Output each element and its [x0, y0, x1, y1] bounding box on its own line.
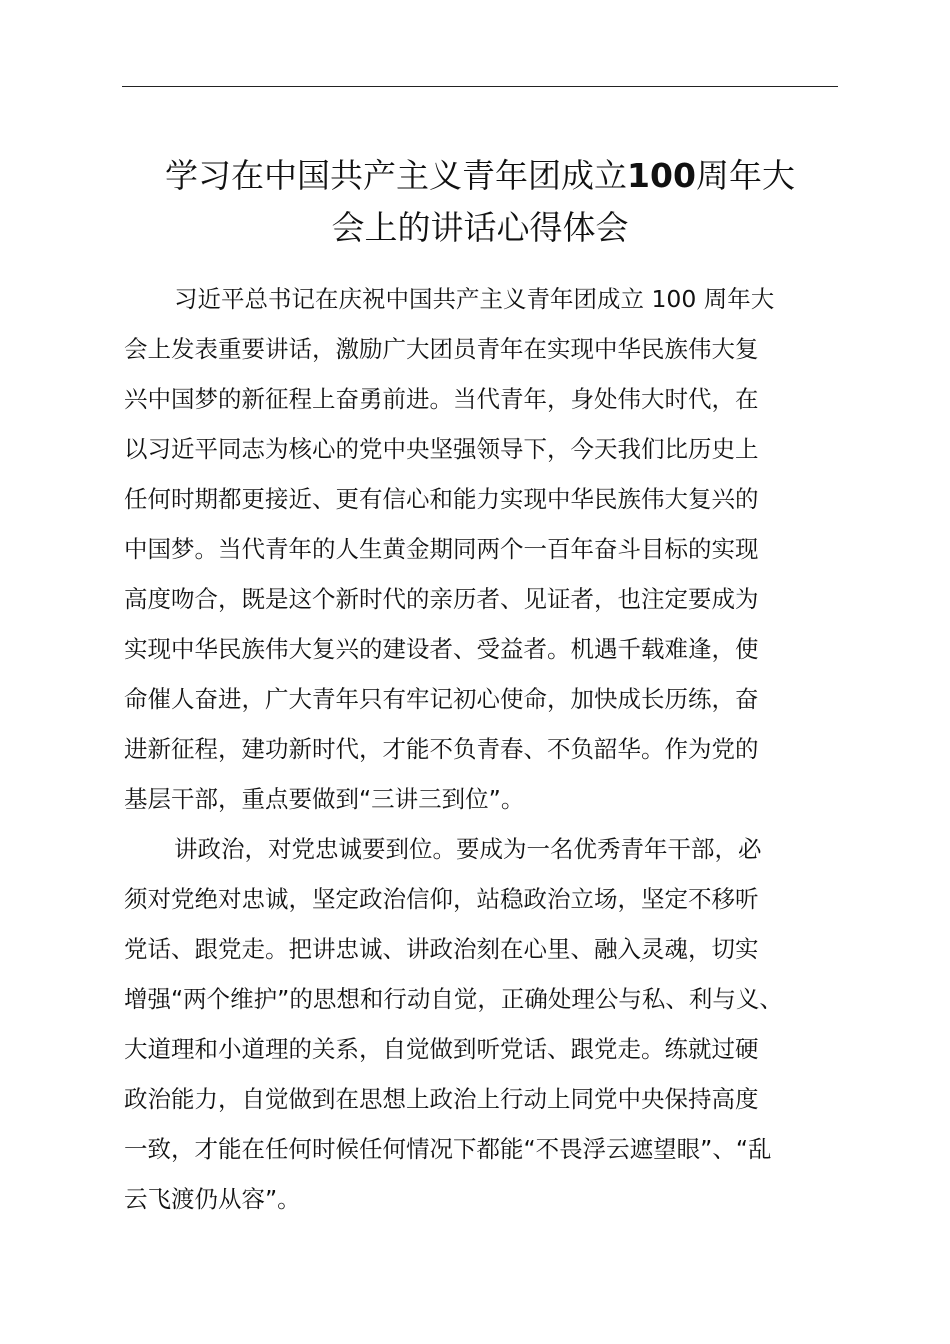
- paragraph-line: 须对党绝对忠诚，坚定政治信仰，站稳政治立场，坚定不移听: [124, 885, 759, 913]
- paragraph-line: 一致，才能在任何时候任何情况下都能“不畏浮云遮望眼”、“乱: [124, 1135, 772, 1163]
- paragraph-line: 以习近平同志为核心的党中央坚强领导下，今天我们比历史上: [124, 435, 759, 463]
- paragraph-line: 大道理和小道理的关系，自觉做到听党话、跟党走。练就过硬: [124, 1035, 759, 1063]
- paragraph-line: 中国梦。当代青年的人生黄金期同两个一百年奋斗目标的实现: [124, 535, 759, 563]
- title-line-1: [110, 150, 850, 202]
- paragraph-line: 兴中国梦的新征程上奋勇前进。当代青年，身处伟大时代，在: [124, 385, 759, 413]
- paragraph-line: 命催人奋进，广大青年只有牢记初心使命，加快成长历练，奋: [124, 685, 759, 713]
- title-line-1-suffix: 周年大: [695, 156, 795, 195]
- paragraph-line: 基层干部，重点要做到“三讲三到位”。: [124, 785, 525, 813]
- paragraph-line: 会上发表重要讲话，激励广大团员青年在实现中华民族伟大复: [124, 335, 759, 363]
- paragraph-line: 实现中华民族伟大复兴的建设者、受益者。机遇千载难逢，使: [124, 635, 759, 663]
- paragraph-1: [124, 274, 840, 824]
- document-body: [124, 274, 840, 1224]
- paragraph-line: 高度吻合，既是这个新时代的亲历者、见证者，也注定要成为: [124, 585, 759, 613]
- paragraph-line: 增强“两个维护”的思想和行动自觉，正确处理公与私、利与义、: [124, 985, 783, 1013]
- header-rule: [122, 86, 838, 87]
- paragraph-2: [124, 824, 840, 1224]
- title-line-1-number: 100: [627, 156, 696, 195]
- paragraph-line: 任何时期都更接近、更有信心和能力实现中华民族伟大复兴的: [124, 485, 759, 513]
- title-line-1-prefix: 学习在中国共产主义青年团成立: [165, 156, 628, 195]
- paragraph-line: 进新征程，建功新时代，才能不负青春、不负韶华。作为党的: [124, 735, 759, 763]
- paragraph-line: 党话、跟党走。把讲忠诚、讲政治刻在心里、融入灵魂，切实: [124, 935, 759, 963]
- paragraph-line: 云飞渡仍从容”。: [124, 1185, 301, 1213]
- paragraph-line: 讲政治，对党忠诚要到位。要成为一名优秀青年干部，必: [174, 835, 762, 863]
- document-title: [110, 150, 850, 254]
- title-line-2: 会上的讲话心得体会: [331, 208, 629, 247]
- paragraph-line: 政治能力，自觉做到在思想上政治上行动上同党中央保持高度: [124, 1085, 759, 1113]
- paragraph-line: 习近平总书记在庆祝中国共产主义青年团成立 100 周年大: [174, 285, 775, 313]
